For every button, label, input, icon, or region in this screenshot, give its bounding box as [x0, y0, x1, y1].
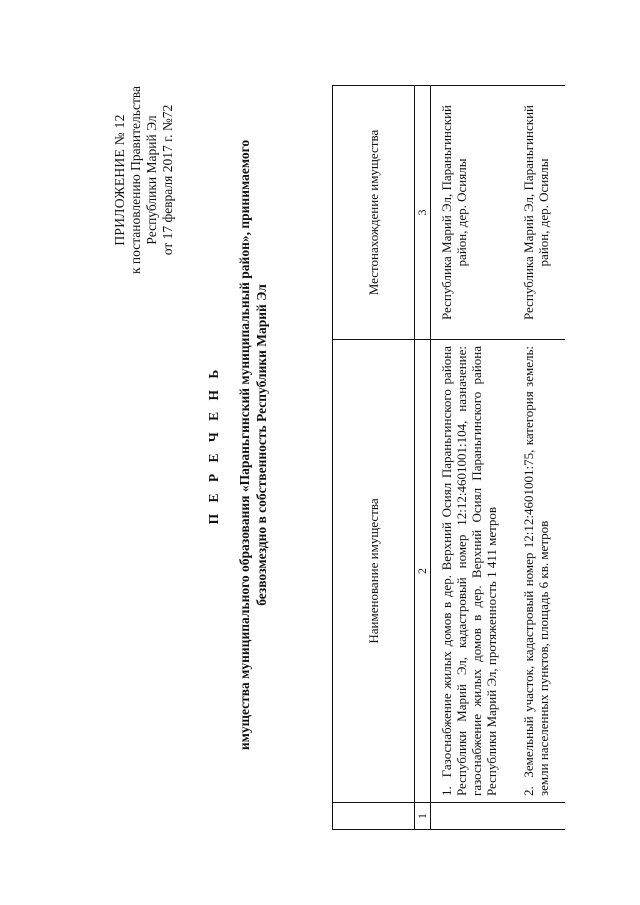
table-header-row	[333, 86, 415, 830]
heading-line-2: безвозмездно в собственность Республики Марий Эл	[254, 284, 269, 606]
appendix-line-2: Республики Марий Эл	[144, 115, 159, 245]
header-location: Местонахождение имущества	[333, 86, 415, 340]
appendix-line-1: к постановлению Правительства	[128, 85, 143, 275]
table-column-numbers-row	[415, 86, 431, 830]
heading-line-1: имущества муниципального образования «Параньгинский муниципальный район», принимаемого	[237, 139, 252, 751]
header-number	[333, 803, 415, 830]
column-number-3: 3	[415, 86, 431, 340]
document-heading	[205, 135, 270, 755]
row-location: Республика Марий Эл, Параньгинский район, дер. Осиялы	[431, 86, 514, 340]
row-property-name: Земельный участок, кадастровый номер 12:12:4601001:75, категория земель: земли населенных пунктов, площадь 6 кв. метров	[521, 346, 551, 796]
appendix-block	[112, 60, 176, 300]
row-property-name: Газоснабжение жилых домов в дер. Верхний Осиял Параньгинского района Республики Марий Эл, кадастровый номер 12:12:4601001:104, назначение: газоснабжение жилых домов в дер. Верхний Осиял Параньгинского района Республики Марий Эл, протяженность 1 411 метров	[439, 345, 499, 796]
appendix-line-3: от 17 февраля 2017 г. №72	[160, 104, 175, 256]
column-number-1: 1	[415, 803, 431, 830]
row-location: Республика Марий Эл, Параньгинский район, дер. Осиялы	[513, 86, 565, 340]
row-index: 1.	[439, 786, 454, 796]
document-title: П Е Р Е Ч Е Н Ь	[206, 365, 221, 525]
header-name: Наименование имущества	[333, 340, 415, 803]
property-table	[332, 85, 565, 830]
column-number-2: 2	[415, 340, 431, 803]
row-index: 2.	[521, 786, 536, 796]
table-row	[431, 86, 514, 830]
table-row	[513, 86, 565, 830]
appendix-title: ПРИЛОЖЕНИЕ № 12	[112, 114, 127, 246]
